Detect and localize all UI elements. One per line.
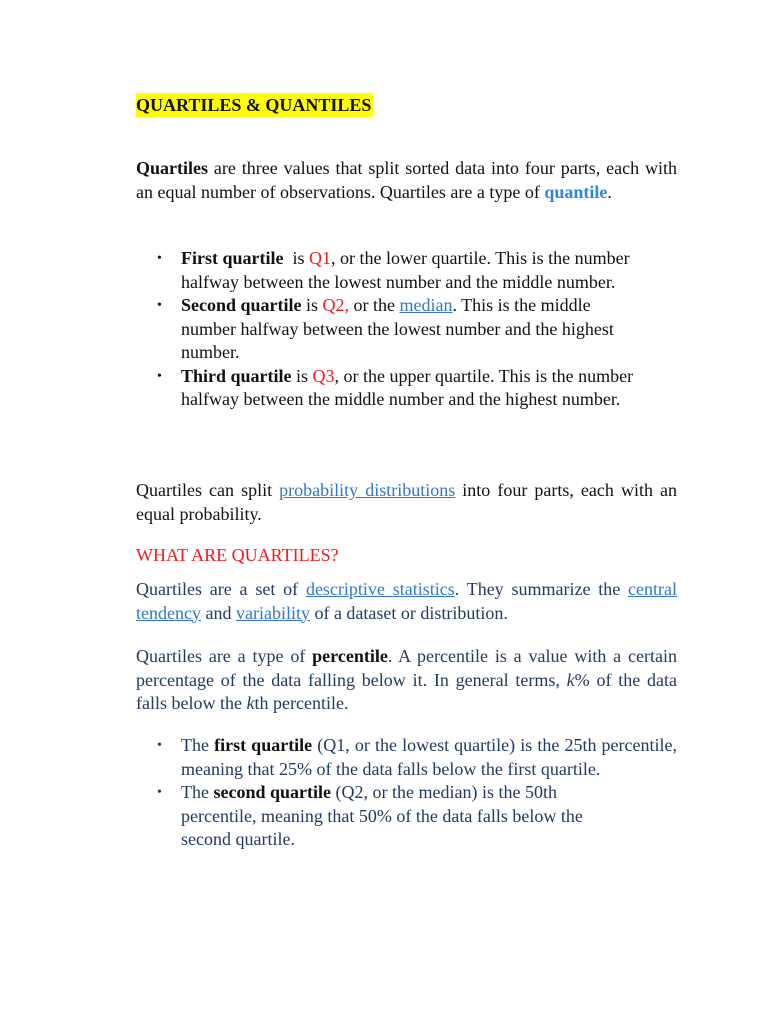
para-text: . They summarize the: [454, 579, 629, 599]
para-text: and: [200, 602, 236, 623]
quartile-definitions-list: [136, 247, 636, 412]
list-item-text: , or the upper quartile. This is the number halfway between the middle number and the highest number.: [181, 365, 634, 409]
section-heading: WHAT ARE QUARTILES?: [136, 545, 339, 565]
intro-end: .: [607, 181, 612, 202]
percentile-term: percentile: [312, 646, 388, 666]
list-item-text: is: [291, 365, 313, 386]
list-item: [136, 365, 636, 412]
list-item-text: , or the lower quartile. This is the number halfway between the lowest number and the middle number.: [181, 248, 630, 292]
list-item-text: (Q1, or the lowest quartile) is the 25th percentile, meaning that 25% of the data falls below the first quartile.: [181, 735, 678, 779]
list-item: [136, 781, 677, 852]
list-item-text: is: [301, 295, 323, 315]
list-item-text: . This is the middle number halfway between the lowest number and the highest number.: [181, 295, 614, 362]
list-item-text: The: [181, 782, 214, 802]
para-text: th percentile.: [254, 693, 349, 713]
descriptive-paragraph: [136, 578, 677, 625]
intro-paragraph: [136, 157, 677, 204]
bullet-icon: •: [157, 368, 162, 384]
list-item: [136, 294, 636, 365]
para-text: into four parts, each with an equal probability.: [136, 480, 678, 524]
list-item-term: First quartile: [181, 248, 284, 268]
list-item: [136, 734, 677, 781]
descriptive-statistics-link[interactable]: descriptive statistics: [305, 579, 455, 599]
list-item-term: first quartile: [214, 735, 313, 755]
list-item-text: (Q2, or the median) is the 50th percentile, meaning that 50% of the data falls below the second quartile.: [181, 782, 583, 849]
bullet-icon: •: [157, 298, 162, 313]
para-italic: k: [566, 669, 575, 690]
bullet-icon: •: [157, 785, 162, 800]
para-text: . A percentile is a value with a certain percentage of the data falling below it. In general terms,: [136, 646, 677, 690]
para-text: % of the data falls below the: [136, 669, 677, 713]
quantile-term: quantile: [544, 181, 608, 202]
percentile-paragraph: [136, 645, 677, 716]
list-item-text: is: [283, 248, 309, 268]
list-item-code: Q2,: [322, 295, 350, 315]
para-italic: k: [246, 693, 255, 713]
variability-link[interactable]: variability: [235, 602, 310, 623]
list-item-term: second quartile: [213, 782, 331, 802]
para-text: Quartiles are a set of: [136, 579, 306, 599]
list-item-text: or the: [349, 295, 400, 315]
probability-distributions-link[interactable]: probability distributions: [279, 480, 456, 500]
central-tendency-link[interactable]: central tendency: [136, 579, 678, 623]
intro-text: are three values that split sorted data into four parts, each with an equal number of observations. Quartiles are a type of: [136, 158, 677, 202]
bullet-icon: •: [157, 738, 162, 753]
list-item-code: Q1: [309, 248, 331, 268]
bullet-icon: •: [157, 251, 162, 266]
list-item-term: Third quartile: [181, 365, 292, 386]
median-link[interactable]: median: [399, 295, 453, 315]
probability-paragraph: [136, 479, 677, 526]
para-text: Quartiles are a type of: [136, 646, 313, 666]
list-item-term: Second quartile: [181, 295, 302, 315]
percentile-quartile-list: [136, 734, 677, 852]
para-text: Quartiles can split: [136, 480, 280, 500]
page-title: QUARTILES & QUANTILES: [136, 95, 372, 115]
list-item: [136, 247, 636, 294]
para-text: of a dataset or distribution.: [309, 602, 508, 623]
list-item-code: Q3: [312, 365, 335, 386]
list-item-text: The: [181, 735, 215, 755]
intro-term: Quartiles: [136, 158, 208, 178]
